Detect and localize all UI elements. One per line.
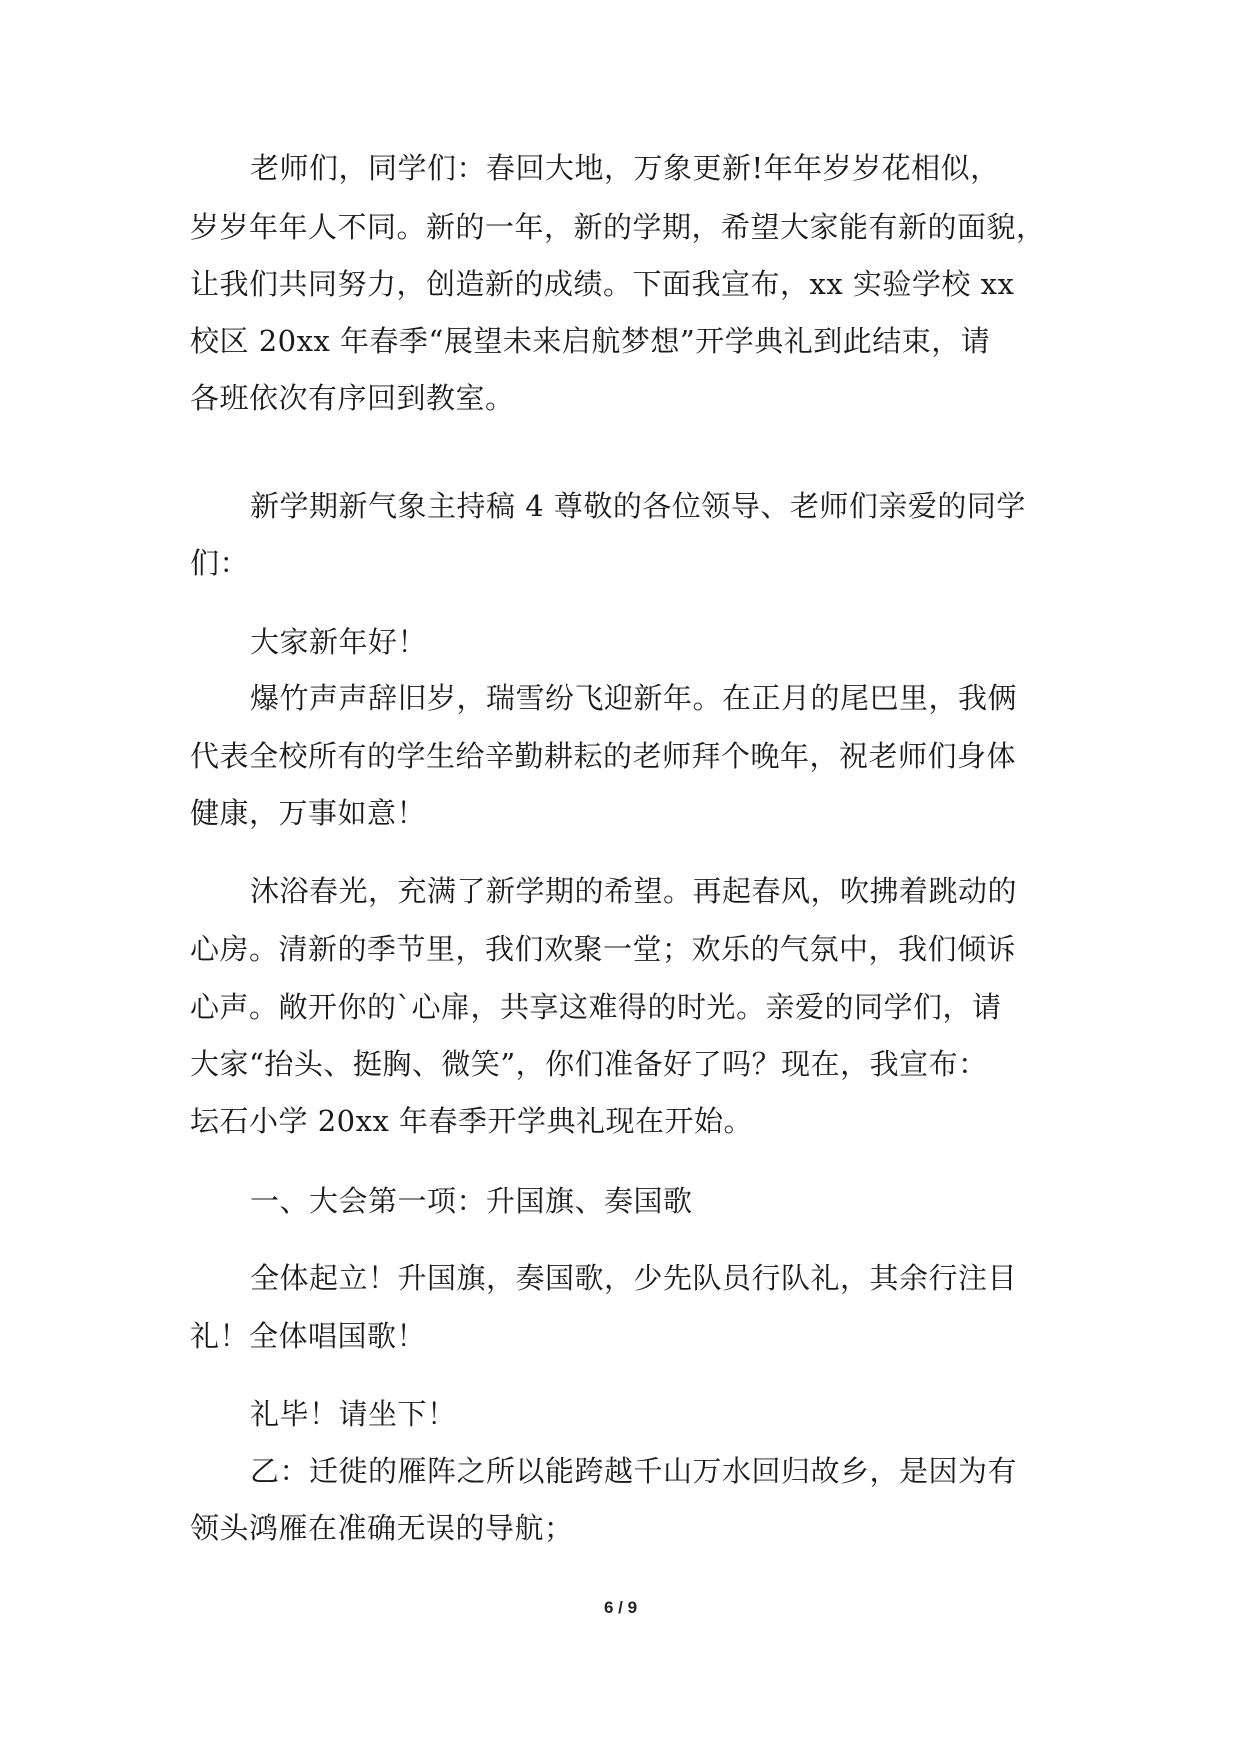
text-line: 大家新年好！ bbox=[250, 625, 428, 659]
text-line: 坛石小学 20xx 年春季开学典礼现在开始。 bbox=[190, 1104, 754, 1138]
text-line: 心房。清新的季节里，我们欢聚一堂；欢乐的气氛中，我们倾诉 bbox=[190, 932, 1017, 966]
text-line: 岁岁年年人不同。新的一年，新的学期，希望大家能有新的面貌， bbox=[190, 210, 1046, 244]
text-line: 让我们共同努力，创造新的成绩。下面我宣布，xx 实验学校 xx bbox=[190, 267, 1015, 301]
page-number: 6 / 9 bbox=[603, 1598, 638, 1617]
text-line: 新学期新气象主持稿 4 尊敬的各位领导、老师们亲爱的同学 bbox=[250, 489, 1026, 523]
text-line: 大家“抬头、挺胸、微笑”，你们准备好了吗？现在，我宣布： bbox=[190, 1047, 988, 1081]
text-line: 领头鸿雁在准确无误的导航； bbox=[190, 1511, 574, 1545]
text-line: 礼毕！请坐下！ bbox=[250, 1397, 457, 1431]
text-line: 校区 20xx 年春季“展望未来启航梦想”开学典礼到此结束，请 bbox=[190, 324, 991, 358]
text-line: 心声。敞开你的`心扉，共享这难得的时光。亲爱的同学们，请 bbox=[190, 990, 1002, 1024]
text-line: 老师们，同学们：春回大地，万象更新!年年岁岁花相似， bbox=[250, 151, 1000, 185]
text-line: 们： bbox=[190, 546, 250, 580]
text-line: 乙：迁徙的雁阵之所以能跨越千山万水回归故乡，是因为有 bbox=[250, 1454, 1018, 1488]
text-line: 代表全校所有的学生给辛勤耕耘的老师拜个晚年，祝老师们身体 bbox=[190, 739, 1017, 773]
text-line: 各班依次有序回到教室。 bbox=[190, 381, 515, 415]
text-line: 健康，万事如意！ bbox=[190, 796, 427, 830]
text-line: 礼！全体唱国歌！ bbox=[190, 1319, 427, 1353]
text-line: 全体起立！升国旗，奏国歌，少先队员行队礼，其余行注目 bbox=[250, 1261, 1018, 1295]
text-line: 爆竹声声辞旧岁，瑞雪纷飞迎新年。在正月的尾巴里，我俩 bbox=[250, 681, 1018, 715]
text-line: 沐浴春光，充满了新学期的希望。再起春风，吹拂着跳动的 bbox=[250, 874, 1018, 908]
text-line: 一、大会第一项：升国旗、奏国歌 bbox=[250, 1184, 693, 1218]
